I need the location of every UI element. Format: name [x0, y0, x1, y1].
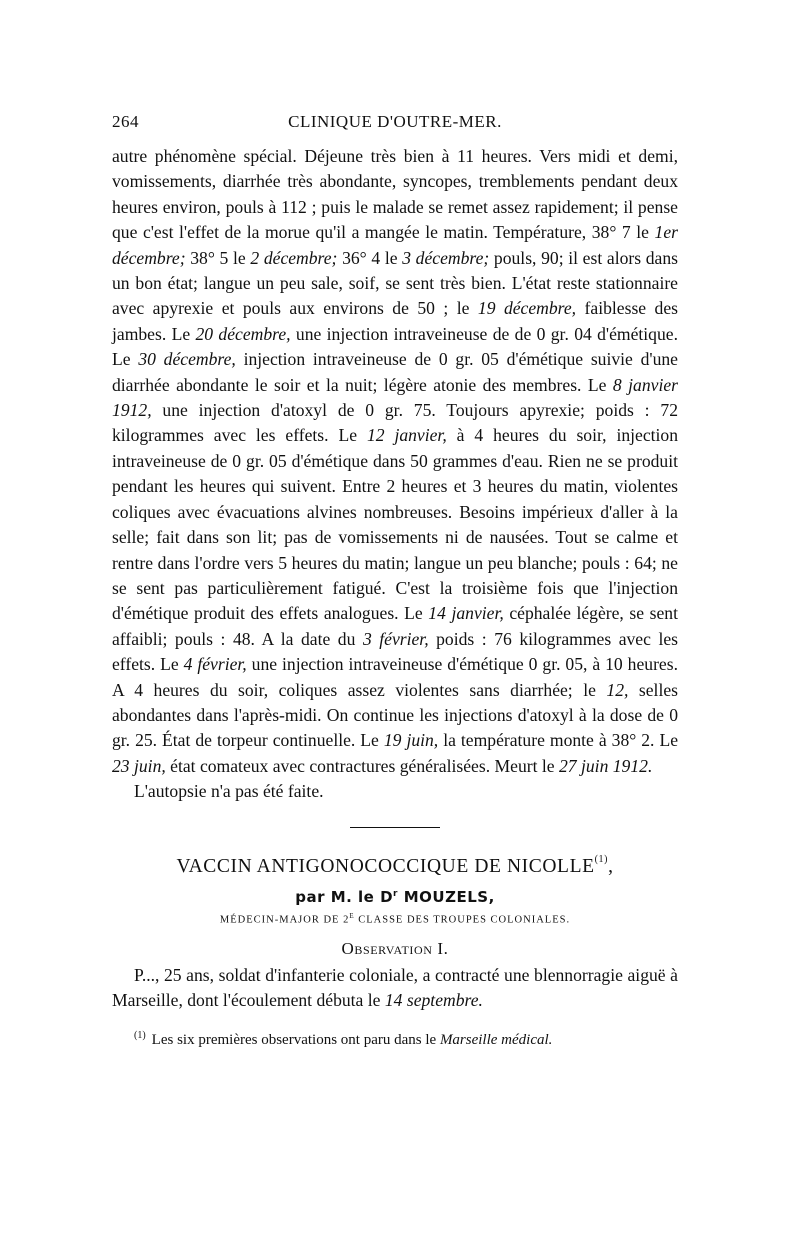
page-number: 264: [112, 112, 139, 131]
page: [112, 112, 678, 1050]
running-title: CLINIQUE D'OUTRE-MER.: [288, 112, 502, 131]
autopsy-note: L'autopsie n'a pas été faite.: [134, 781, 324, 802]
footnote-mark: (1): [134, 1029, 146, 1041]
section-divider: [350, 827, 440, 828]
observation-heading: Observation I.: [341, 939, 449, 959]
article-title: VACCIN ANTIGONOCOCCIQUE DE NICOLLE$^{(1)}$,: [176, 853, 614, 877]
author-line: par M. le $D^r$ MOUZELS,: [295, 887, 495, 906]
case-body: [112, 144, 678, 805]
running-header: [112, 112, 678, 140]
case-paragraph: autre phénomène spécial. Déjeune très bien à 11 heures. Vers midi et demi, vomissements, diarrhée très abondante, syncopes, tremblements pendant deux heures environ, pouls à 112 ; puis le malade se remet assez rapidement; il pense que c'est l'effet de la morue qu'il a mangée le matin. Température, 38° 7 le 1er décembre; 38° 5 le 2 décembre; 36° 4 le 3 décembre; pouls, 90; il est alors dans un bon état; langue un peu sale, soif, se sent très bien. L'état reste stationnaire avec apyrexie et pouls aux environs de 50 ; le 19 décembre, faiblesse des jambes. Le 20 décembre, une injection intraveineuse de de 0 gr. 04 d'émétique. Le 30 décembre, injection intraveineuse de 0 gr. 05 d'émétique suivie d'une diarrhée abondante le soir et la nuit; légère atonie des membres. Le 8 janvier 1912, une injection d'atoxyl de 0 gr. 75. Toujours apyrexie; poids : 72 kilogrammes avec les effets. Le 12 janvier, à 4 heures du soir, injection intraveineuse de 0 gr. 05 d'émétique dans 50 grammes d'eau. Rien ne se produit pendant les heures qui suivent. Entre 2 heures et 3 heures du matin, violentes coliques avec évacuations alvines nombreuses. Besoins impérieux d'aller à la selle; fait dans son lit; pas de vomissements ni de nausées. Tout se calme et rentre dans l'ordre vers 5 heures du matin; langue un peu blanche; pouls : 64; ne se sent pas particulièrement fatigué. C'est la troisième fois que l'injection d'émétique produit des effets analogues. Le 14 janvier, céphalée légère, se sent affaibli; pouls : 48. A la date du 3 février, poids : 76 kilogrammes avec les effets. Le 4 février, une injection intraveineuse d'émétique 0 gr. 05, à 10 heures. A 4 heures du soir, coliques assez violentes sans diarrhée; le 12, selles abondantes dans l'après-midi. On continue les injections d'atoxyl à la dose de 0 gr. 25. État de torpeur continuelle. Le 19 juin, la température monte à 38° 2. Le 23 juin, état comateux avec contractures généralisées. Meurt le 27 juin 1912.: [112, 146, 679, 776]
observation-text: P..., 25 ans, soldat d'infanterie coloniale, a contracté une blennorragie aiguë à Marseille, dont l'écoulement débuta le 14 septembre.: [112, 965, 678, 1011]
footnote: $^{(1)}$ Les six premières observations ont paru dans le Marseille médical.: [134, 1029, 553, 1048]
title-footnote-mark: (1): [594, 853, 609, 865]
author-rank: MÉDECIN-MAJOR DE $2^E$ CLASSE DES TROUPES COLONIALES.: [219, 911, 571, 926]
